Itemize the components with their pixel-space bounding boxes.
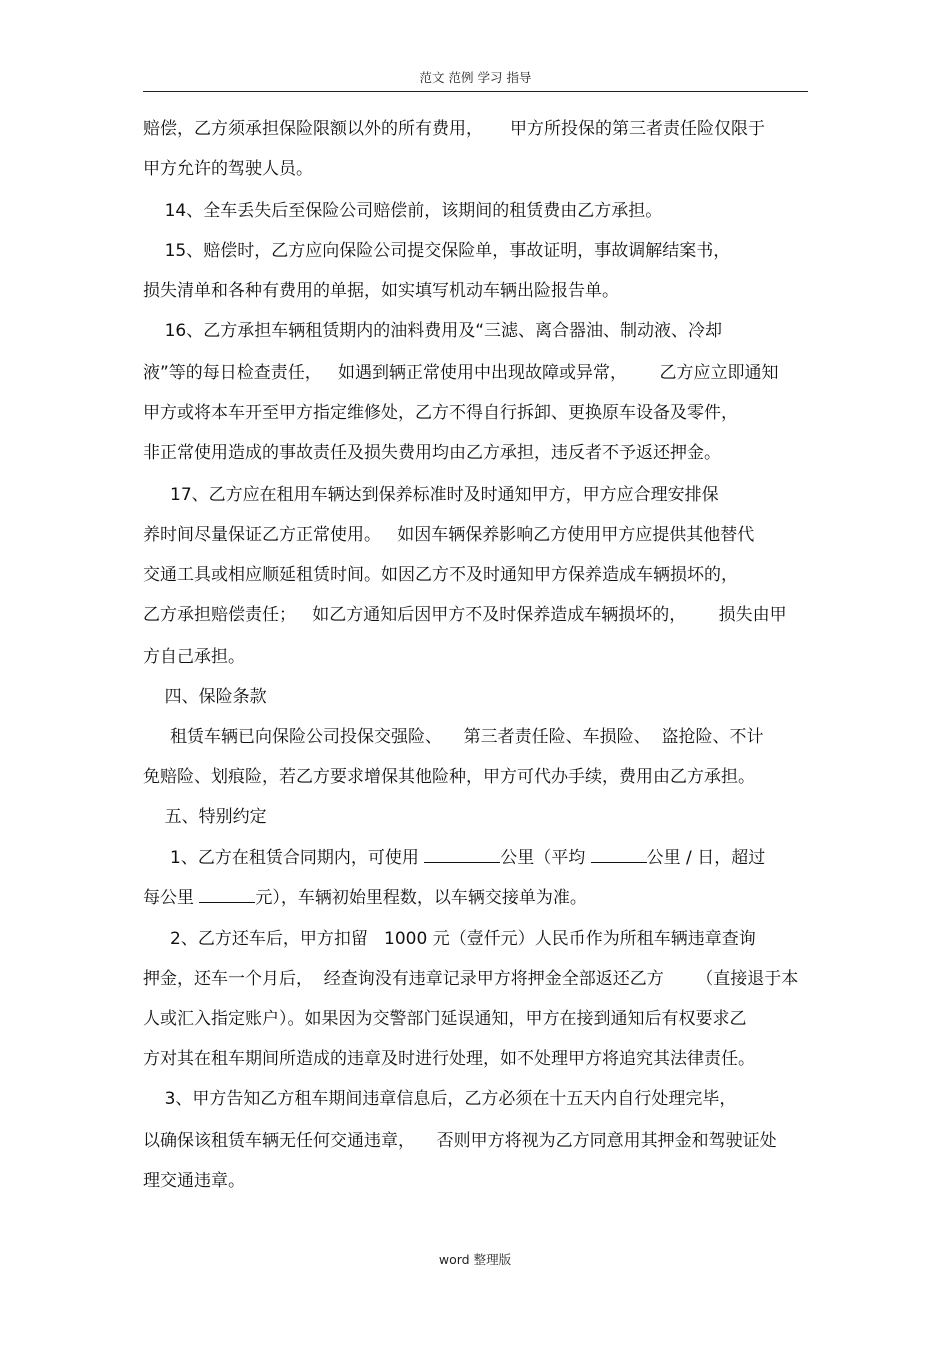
body-line: 16、乙方承担车辆租赁期内的油料费用及“三滤、离合器油、制动液、冷却 (143, 321, 723, 341)
mileage-blank (424, 846, 500, 863)
body-line: 17、乙方应在租用车辆达到保养标准时及时通知甲方，甲方应合理安排保 (143, 485, 719, 505)
fill-line-text: 公里 / 日，超过 (646, 848, 766, 868)
page-header: 范文 范例 学习 指导 (419, 70, 532, 85)
body-line: 租赁车辆已向保险公司投保交强险、 第三者责任险、车损险、 盗抢险、不计 (143, 727, 764, 747)
body-line: 养时间尽量保证乙方正常使用。 如因车辆保养影响乙方使用甲方应提供其他替代 (143, 525, 755, 545)
body-line: 乙方承担赔偿责任； 如乙方通知后因甲方不及时保养造成车辆损坏的， 损失由甲 (143, 605, 787, 625)
body-line: 赔偿，乙方须承担保险限额以外的所有费用， 甲方所投保的第三者责任险仅限于 (143, 119, 766, 139)
body-line: 以确保该租赁车辆无任何交通违章， 否则甲方将视为乙方同意用其押金和驾驶证处 (143, 1131, 777, 1151)
body-line: 非正常使用造成的事故责任及损失费用均由乙方承担，违反者不予返还押金。 (143, 443, 721, 463)
body-line: 损失清单和各种有费用的单据，如实填写机动车辆出险报告单。 (143, 281, 619, 301)
body-line: 押金，还车一个月后， 经查询没有违章记录甲方将押金全部返还乙方 （直接退于本 (143, 969, 799, 989)
body-line: 人或汇入指定账户）。如果因为交警部门延误通知，甲方在接到通知后有权要求乙 (143, 1009, 747, 1029)
fill-line-text: 元），车辆初始里程数，以车辆交接单为准。 (255, 888, 587, 908)
fill-line-rate (143, 886, 587, 909)
body-line: 3、甲方告知乙方租车期间违章信息后，乙方必须在十五天内自行处理完毕， (143, 1089, 737, 1109)
section-heading: 五、特别约定 (143, 807, 267, 827)
fill-line-text: 每公里 (143, 888, 200, 908)
body-line: 理交通违章。 (143, 1171, 245, 1191)
body-line: 甲方允许的驾驶人员。 (143, 159, 313, 179)
body-line: 15、赔偿时，乙方应向保险公司提交保险单，事故证明，事故调解结案书， (143, 241, 731, 261)
body-line: 交通工具或相应顺延租赁时间。如因乙方不及时通知甲方保养造成车辆损坏的， (143, 565, 738, 585)
body-line: 液”等的每日检查责任， 如遇到辆正常使用中出现故障或异常， 乙方应立即通知 (143, 363, 779, 383)
fill-line-text: 1、乙方在租赁合同期内，可使用 (143, 848, 425, 868)
body-line: 免赔险、划痕险，若乙方要求增保其他险种，甲方可代办手续，费用由乙方承担。 (143, 767, 755, 787)
body-line: 方对其在租车期间所造成的违章及时进行处理，如不处理甲方将追究其法律责任。 (143, 1049, 755, 1069)
body-line: 14、全车丢失后至保险公司赔偿前，该期间的租赁费由乙方承担。 (143, 201, 663, 221)
fill-line-mileage (143, 846, 765, 869)
header-divider (143, 91, 808, 92)
body-line: 2、乙方还车后，甲方扣留 1000 元（壹仟元）人民币作为所租车辆违章查询 (143, 929, 756, 949)
section-heading: 四、保险条款 (143, 687, 267, 707)
daily-average-blank (591, 846, 647, 863)
body-line: 方自己承担。 (143, 647, 245, 667)
body-line: 甲方或将本车开至甲方指定维修处，乙方不得自行拆卸、更换原车设备及零件， (143, 403, 738, 423)
rate-blank (199, 886, 255, 903)
page-footer: word 整理版 (438, 1252, 512, 1267)
fill-line-text: 公里（平均 (500, 848, 591, 868)
